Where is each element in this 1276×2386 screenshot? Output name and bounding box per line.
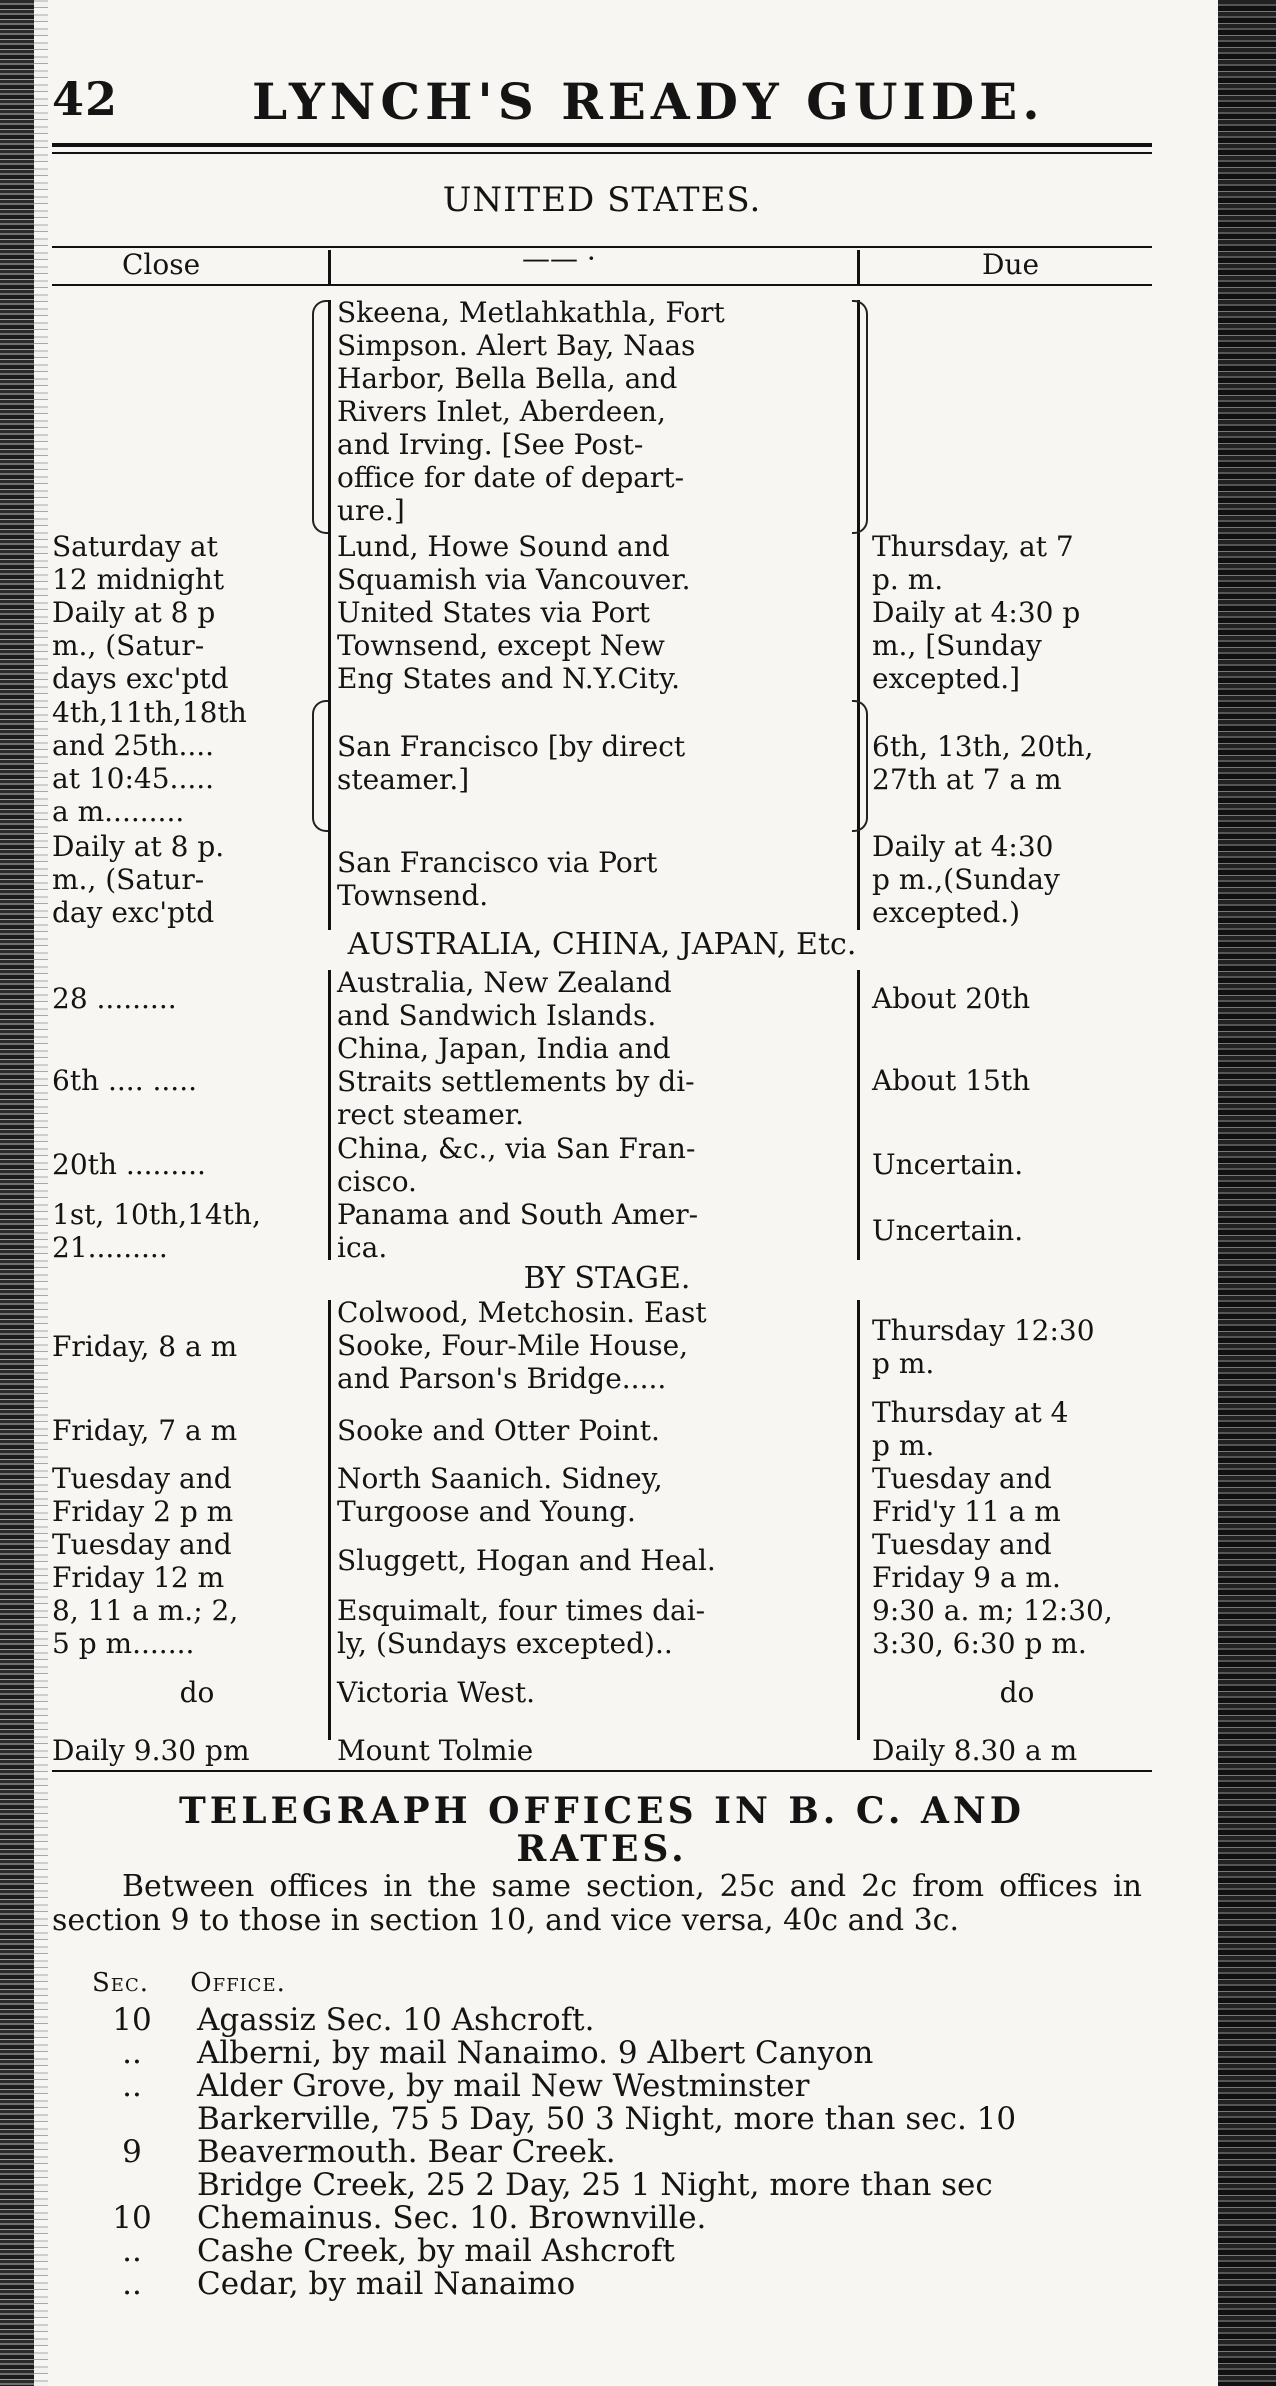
section-number: .. [122,2266,142,2302]
close-time: Friday, 7 a m [52,1414,238,1447]
binding-edge-right [1218,0,1276,2386]
col-divider [857,250,860,284]
close-time: 20th ......... [52,1148,206,1181]
section-number: .. [122,2068,142,2104]
route-description: China, &c., via San Fran- cisco. [337,1132,696,1198]
close-time: Daily at 8 p. m., (Satur- day exc'ptd [52,830,225,929]
close-time: 4th,11th,18th and 25th.... at 10:45..... a m......... [52,696,247,828]
close-time: 28 ......... [52,982,177,1015]
route-description: San Francisco [by direct steamer.] [337,730,686,796]
due-time: Uncertain. [872,1148,1024,1181]
close-time: Tuesday and Friday 2 p m [52,1462,234,1528]
due-time: Thursday 12:30 p m. [872,1314,1095,1380]
page-number: 42 [52,72,119,126]
telegraph-column-headers [92,1968,318,1998]
due-time: Daily at 4:30 p m.,(Sunday excepted.) [872,830,1060,929]
section-title: UNITED STATES. [442,180,762,220]
route-description: United States via Port Townsend, except New Eng States and N.Y.City. [337,596,681,695]
page-title: LYNCH'S READY GUIDE. [252,72,1045,131]
header-rule-thin [52,152,1152,154]
colhead-rule-bottom [52,284,1152,286]
due-time: Daily 8.30 a m [872,1734,1078,1767]
route-description: Skeena, Metlahkathla, Fort Simpson. Alert Bay, Naas Harbor, Bella Bella, and Rivers Inlet, Aberdeen, and Irving. [See Post- office for date of depart- ure.] [337,296,725,527]
due-time: 6th, 13th, 20th, 27th at 7 a m [872,730,1094,796]
close-time: 1st, 10th,14th, 21......... [52,1198,261,1264]
section-number: 10 [112,2002,152,2038]
subsection-heading: BY STAGE. [523,1261,691,1296]
due-time: 9:30 a. m; 12:30, 3:30, 6:30 p m. [872,1594,1113,1660]
office-entry: Alberni, by mail Nanaimo. 9 Albert Canyon [197,2035,874,2071]
close-time: 8, 11 a m.; 2, 5 p m....... [52,1594,239,1660]
page-header [52,66,1152,138]
close-time: Daily 9.30 pm [52,1734,250,1767]
section-number: 10 [112,2200,152,2236]
section-number: .. [122,2233,142,2269]
due-time: Daily at 4:30 p m., [Sunday excepted.] [872,596,1081,695]
due-time: Thursday, at 7 p. m. [872,530,1074,596]
section-number: 9 [122,2134,142,2170]
route-description: Sooke and Otter Point. [337,1414,660,1447]
route-description: Mount Tolmie [337,1734,534,1767]
due-time: Thursday at 4 p m. [872,1396,1069,1462]
binding-edge-left [0,0,34,2386]
office-header: Office. [190,1968,286,1998]
telegraph-title: TELEGRAPH OFFICES IN B. C. AND RATES. [178,1790,1026,1870]
table-bottom-rule [52,1770,1152,1772]
route-description: Sluggett, Hogan and Heal. [337,1544,716,1577]
header-rule [52,143,1152,147]
telegraph-intro: Between offices in the same section, 25c and 2c from offices in section 9 to those in section 10, and vice versa, 40c and 3c. [52,1869,1142,1938]
due-time: About 15th [872,1064,1031,1097]
office-entry: Beavermouth. Bear Creek. [197,2134,616,2170]
office-entry: Bridge Creek, 25 2 Day, 25 1 Night, more than sec [197,2167,993,2203]
bracket [312,700,328,832]
office-entry: Barkerville, 75 5 Day, 50 3 Night, more than sec. 10 [197,2101,1017,2137]
route-description: Panama and South Amer- ica. [337,1198,699,1264]
route-description: Esquimalt, four times dai- ly, (Sundays excepted).. [337,1594,706,1660]
route-description: San Francisco via Port Townsend. [337,846,658,912]
route-description: Australia, New Zealand and Sandwich Islands. [337,966,672,1032]
binding-shadow-left [34,0,48,2386]
due-time: Tuesday and Friday 9 a m. [872,1528,1061,1594]
col-close-header: Close [122,248,201,281]
office-entry: Alder Grove, by mail New Westminster [197,2068,810,2104]
close-time: Saturday at 12 midnight [52,530,225,596]
close-time: Friday, 8 a m [52,1330,238,1363]
section-number: .. [122,2035,142,2071]
office-entry: Agassiz Sec. 10 Ashcroft. [197,2002,595,2038]
route-description: Victoria West. [337,1676,535,1709]
close-time: 6th .... ..... [52,1064,198,1097]
bracket [852,300,868,534]
subsection-heading: AUSTRALIA, CHINA, JAPAN, Etc. [347,927,857,962]
office-entry: Chemainus. Sec. 10. Brownville. [197,2200,707,2236]
route-description: North Saanich. Sidney, Turgoose and Young. [337,1462,663,1528]
office-entry: Cedar, by mail Nanaimo [197,2266,576,2302]
bracket [852,700,868,832]
due-time: Uncertain. [872,1214,1024,1247]
col-due-header: Due [982,248,1040,281]
col-middle-header: —— · [522,242,596,275]
route-description: Lund, Howe Sound and Squamish via Vancouver. [337,530,691,596]
close-time: do [179,1676,215,1709]
route-description: Colwood, Metchosin. East Sooke, Four-Mile House, and Parson's Bridge..... [337,1296,707,1395]
sec-header: Sec. [92,1968,149,1998]
due-time: do [999,1676,1035,1709]
close-time: Daily at 8 p m., (Satur- days exc'ptd [52,596,229,695]
bracket [312,300,328,534]
page [52,0,1218,2386]
office-entry: Cashe Creek, by mail Ashcroft [197,2233,675,2269]
due-time: About 20th [872,982,1031,1015]
route-description: China, Japan, India and Straits settlements by di- rect steamer. [337,1032,695,1131]
due-time: Tuesday and Frid'y 11 a m [872,1462,1061,1528]
close-time: Tuesday and Friday 12 m [52,1528,232,1594]
col-divider [328,250,331,284]
